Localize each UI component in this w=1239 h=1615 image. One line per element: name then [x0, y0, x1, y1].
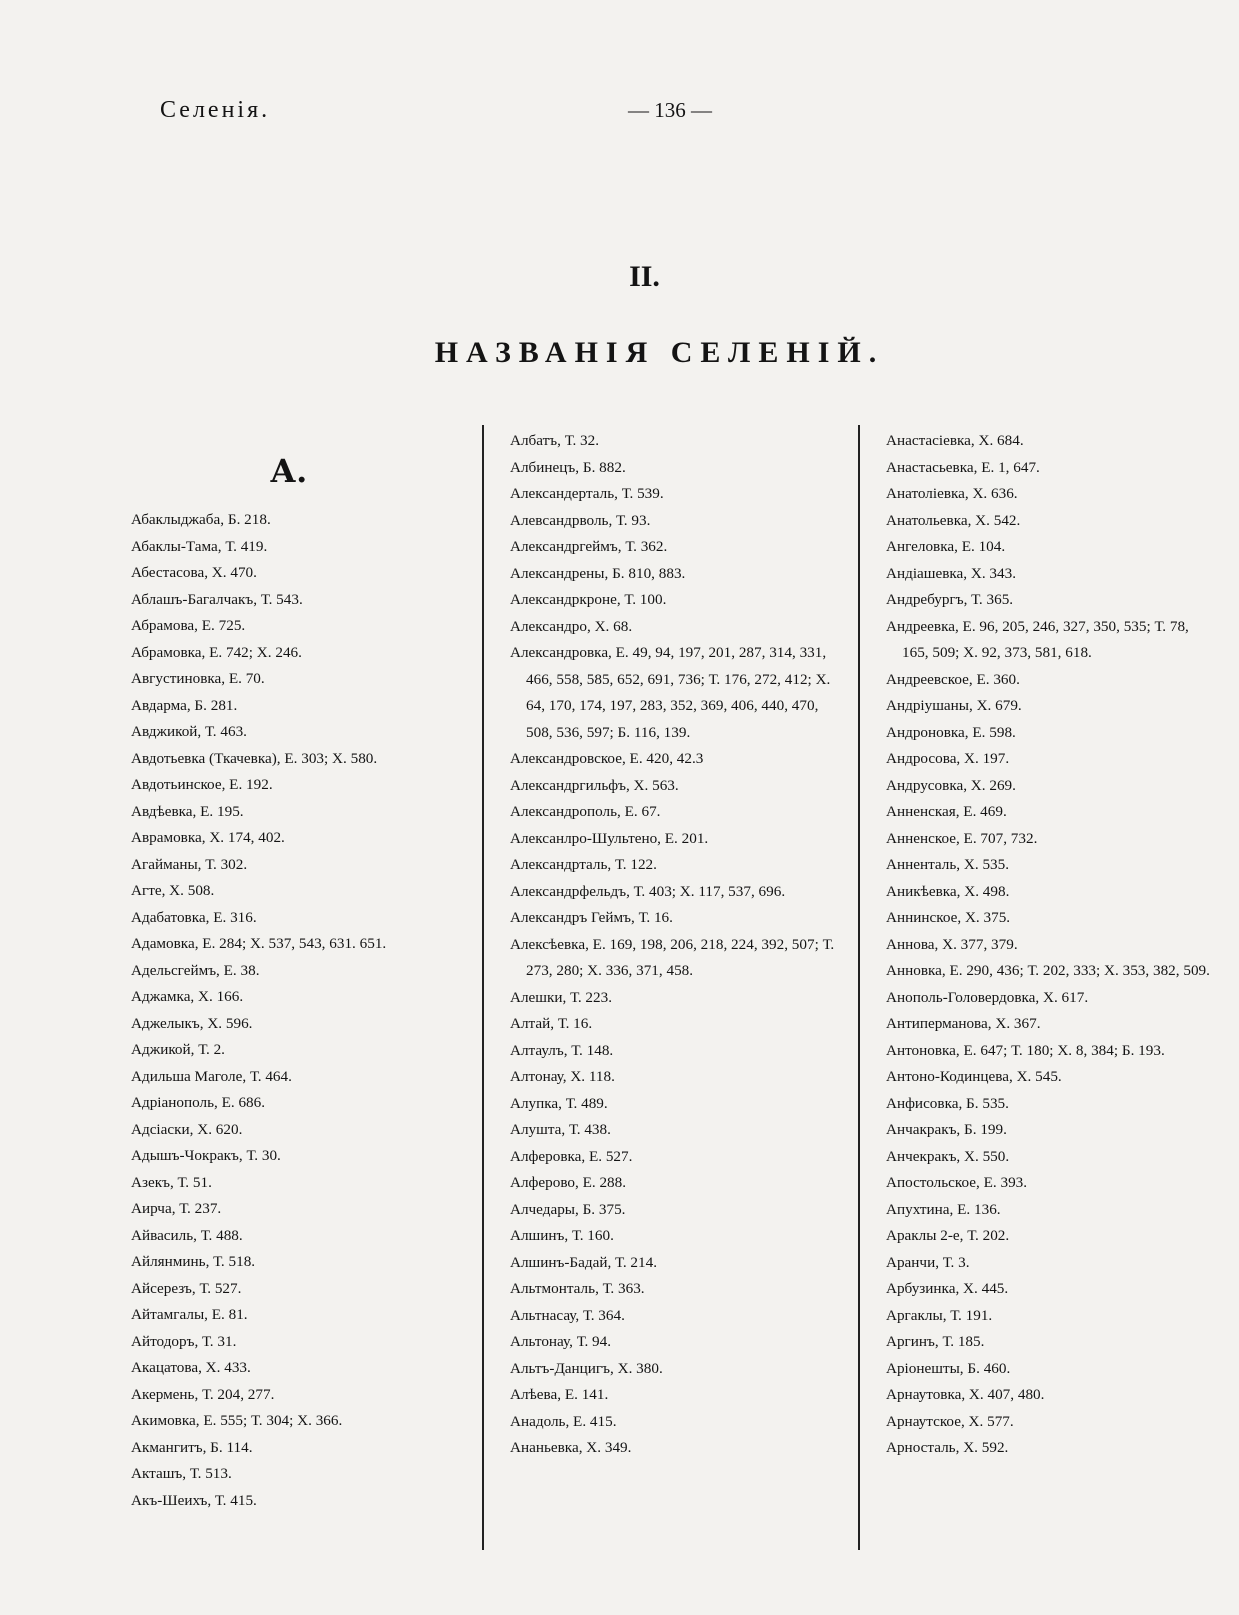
index-entry: Авдотьинское, Е. 192. [131, 776, 273, 793]
index-entry: Августиновка, Е. 70. [131, 670, 265, 687]
index-entry: Акацатова, Х. 433. [131, 1359, 251, 1376]
index-entry: Акимовка, Е. 555; Т. 304; Х. 366. [131, 1412, 343, 1429]
index-entry: Анновка, Е. 290, 436; Т. 202, 333; Х. 353, 382, 509. [886, 962, 1210, 979]
index-entry: Авдарма, Б. 281. [131, 696, 238, 714]
index-entry: Анополь-Головердовка, Х. 617. [886, 988, 1089, 1006]
index-entry: Аргаклы, Т. 191. [886, 1306, 993, 1324]
index-entry: Альтмонталь, Т. 363. [510, 1280, 645, 1297]
index-entry: Антиперманова, Х. 367. [886, 1015, 1041, 1032]
index-entry: Адильша Маголе, Т. 464. [131, 1067, 292, 1085]
index-entry: Айвасиль, Т. 488. [131, 1226, 243, 1244]
index-entry: Анчекракъ, Х. 550. [886, 1147, 1010, 1165]
index-entry: Альтнасау, Т. 364. [510, 1306, 625, 1324]
index-entry: Ангеловка, Е. 104. [886, 538, 1006, 555]
index-entry: Акъ-Шеихъ, Т. 415. [131, 1491, 257, 1509]
index-entry: Альтъ-Данцигъ, Х. 380. [510, 1359, 663, 1377]
index-entry: Алупка, Т. 489. [510, 1094, 608, 1112]
index-entry: Андреевское, Е. 360. [886, 670, 1020, 688]
index-entry: Албатъ, Т. 32. [510, 432, 600, 449]
index-entry: Анастасьевка, Е. 1, 647. [886, 458, 1040, 476]
index-column-1 [131, 507, 461, 1514]
section-number: II. [629, 260, 660, 293]
index-entry: Анчакракъ, Б. 199. [886, 1121, 1007, 1138]
index-entry: Албинецъ, Б. 882. [510, 458, 626, 476]
index-entry: Аирча, Т. 237. [131, 1200, 222, 1217]
index-entry: Адріанополь, Е. 686. [131, 1094, 266, 1111]
index-entry: Арбузинка, Х. 445. [886, 1280, 1009, 1297]
index-entry: Альтонау, Т. 94. [510, 1333, 612, 1350]
index-entry: Анненское, Е. 707, 732. [886, 829, 1038, 847]
index-entry: Алушта, Т. 438. [510, 1121, 611, 1138]
index-entry: Александргильфъ, Х. 563. [510, 776, 679, 794]
index-entry: Адамовка, Е. 284; Х. 537, 543, 631. 651. [131, 935, 387, 952]
index-entry: Анненская, Е. 469. [886, 803, 1007, 820]
index-entry: Азекъ, Т. 51. [131, 1173, 212, 1191]
index-entry: Аджелыкъ, Х. 596. [131, 1014, 253, 1032]
index-column-3 [886, 428, 1211, 1462]
index-entry: Аджикой, Т. 2. [131, 1041, 225, 1058]
index-entry: Авдотьевка (Ткачевка), Е. 303; Х. 580. [131, 749, 378, 767]
index-entry: Адабатовка, Е. 316. [131, 908, 257, 926]
index-entry: Алексанлро-Шультено, Е. 201. [510, 829, 709, 847]
index-entry: Абаклыджаба, Б. 218. [131, 511, 271, 528]
index-entry: Анастасіевка, Х. 684. [886, 432, 1024, 449]
index-entry: Анфисовка, Б. 535. [886, 1094, 1009, 1112]
index-entry: Александерталь, Т. 539. [510, 485, 664, 502]
index-entry: Аврамовка, Х. 174, 402. [131, 829, 285, 846]
index-entry: Александрены, Б. 810, 883. [510, 564, 686, 582]
index-entry: Алшинъ-Бадай, Т. 214. [510, 1253, 657, 1271]
index-entry: Агте, Х. 508. [131, 882, 215, 899]
index-entry: Арнаутовка, Х. 407, 480. [886, 1386, 1045, 1403]
index-entry: Алѣева, Е. 141. [510, 1386, 609, 1403]
index-entry: Айсерезъ, Т. 527. [131, 1279, 242, 1297]
index-entry: Ананьевка, Х. 349. [510, 1439, 632, 1456]
index-entry: Анатоліевка, Х. 636. [886, 485, 1018, 502]
index-entry: Аджамка, Х. 166. [131, 988, 244, 1005]
index-entry: Андіашевка, Х. 343. [886, 564, 1017, 582]
index-entry: Александркроне, Т. 100. [510, 591, 667, 608]
index-entry: Аникѣевка, Х. 498. [886, 882, 1010, 900]
index-entry: Арнаутское, Х. 577. [886, 1412, 1014, 1430]
index-entry: Александрталь, Т. 122. [510, 856, 657, 873]
index-entry: Апостольское, Е. 393. [886, 1174, 1028, 1191]
index-entry: Алтонау, Х. 118. [510, 1068, 615, 1085]
index-entry: Алферово, Е. 288. [510, 1174, 627, 1191]
index-entry: Андрусовка, Х. 269. [886, 776, 1016, 794]
index-entry: Акмангитъ, Б. 114. [131, 1438, 253, 1456]
index-entry: Александровское, Е. 420, 42.3 [510, 750, 704, 767]
index-entry: Аріонешты, Б. 460. [886, 1359, 1011, 1377]
index-entry: Абрамова, Е. 725. [131, 617, 246, 634]
index-column-2 [510, 428, 840, 1462]
index-entry: Андроновка, Е. 598. [886, 723, 1016, 741]
index-entry: Араклы 2-е, Т. 202. [886, 1227, 1010, 1244]
index-entry: Антоновка, Е. 647; Т. 180; Х. 8, 384; Б. 193. [886, 1041, 1165, 1059]
index-entry: Адельсгеймъ, Е. 38. [131, 961, 260, 979]
index-entry: Арносталь, Х. 592. [886, 1439, 1009, 1456]
index-entry: Александръ Геймъ, Т. 16. [510, 909, 673, 926]
index-entry: Абрамовка, Е. 742; Х. 246. [131, 643, 302, 661]
index-entry: Анадоль, Е. 415. [510, 1412, 617, 1430]
index-entry: Акташъ, Т. 513. [131, 1465, 232, 1482]
index-entry: Алешки, Т. 223. [510, 988, 613, 1006]
page-number: — 136 — [628, 98, 712, 122]
index-entry: Акермень, Т. 204, 277. [131, 1385, 275, 1403]
index-entry: Александргеймъ, Т. 362. [510, 538, 668, 555]
index-entry: Александрфельдъ, Т. 403; Х. 117, 537, 696. [510, 882, 786, 900]
index-entry: Алтай, Т. 16. [510, 1015, 593, 1032]
index-entry: Александровка, Е. 49, 94, 197, 201, 287, 314, 331, 466, 558, 585, 652, 691, 736; Т. 176, 272, 412; Х. 64, 170, 174, 197, 283, 352, 369, 406, 440, 470, 508, 536, 597; Б. 116, 139. [510, 644, 831, 741]
index-entry: Айтамгалы, Е. 81. [131, 1306, 248, 1323]
index-entry: Андреевка, Е. 96, 205, 246, 327, 350, 535; Т. 78, 165, 509; Х. 92, 373, 581, 618. [886, 617, 1189, 661]
index-entry: Аннова, Х. 377, 379. [886, 935, 1018, 953]
index-entry: Александрополь, Е. 67. [510, 803, 661, 820]
index-entry: Алексѣевка, Е. 169, 198, 206, 218, 224, 392, 507; Т. 273, 280; Х. 336, 371, 458. [510, 935, 835, 979]
letter-heading: А. [270, 452, 308, 490]
index-entry: Алферовка, Е. 527. [510, 1147, 633, 1165]
index-entry: Айтодоръ, Т. 31. [131, 1332, 237, 1350]
index-entry: Андребургъ, Т. 365. [886, 591, 1014, 608]
index-entry: Аргинъ, Т. 185. [886, 1333, 985, 1350]
index-entry: Александро, Х. 68. [510, 617, 633, 635]
index-entry: Анатольевка, Х. 542. [886, 511, 1021, 529]
index-entry: Абестасова, Х. 470. [131, 564, 257, 581]
index-entry: Абаклы-Тама, Т. 419. [131, 537, 268, 555]
index-entry: Адышъ-Чокракъ, Т. 30. [131, 1147, 281, 1164]
index-entry: Апухтина, Е. 136. [886, 1200, 1001, 1218]
index-entry: Аранчи, Т. 3. [886, 1253, 970, 1271]
index-entry: Авджикой, Т. 463. [131, 723, 247, 740]
index-entry: Андросова, Х. 197. [886, 750, 1010, 767]
index-entry: Аблашъ-Багалчакъ, Т. 543. [131, 590, 303, 608]
index-entry: Алшинъ, Т. 160. [510, 1227, 614, 1244]
section-title: НАЗВАНІЯ СЕЛЕНІЙ. [434, 336, 885, 369]
index-entry: Агайманы, Т. 302. [131, 855, 248, 873]
index-entry: Адсіаски, Х. 620. [131, 1120, 243, 1138]
index-entry: Айлянминь, Т. 518. [131, 1253, 256, 1270]
column-divider [482, 425, 484, 1550]
index-entry: Аннинское, Х. 375. [886, 909, 1011, 926]
index-entry: Алевсандрволь, Т. 93. [510, 511, 651, 529]
index-entry: Антоно-Кодинцева, Х. 545. [886, 1068, 1062, 1085]
index-entry: Андріушаны, Х. 679. [886, 697, 1022, 714]
index-entry: Алтаулъ, Т. 148. [510, 1041, 614, 1059]
running-head: Селенія. [160, 97, 271, 123]
index-entry: Анненталь, Х. 535. [886, 856, 1010, 873]
column-divider [858, 425, 860, 1550]
index-entry: Авдѣевка, Е. 195. [131, 802, 244, 820]
index-entry: Алчедары, Б. 375. [510, 1200, 626, 1218]
